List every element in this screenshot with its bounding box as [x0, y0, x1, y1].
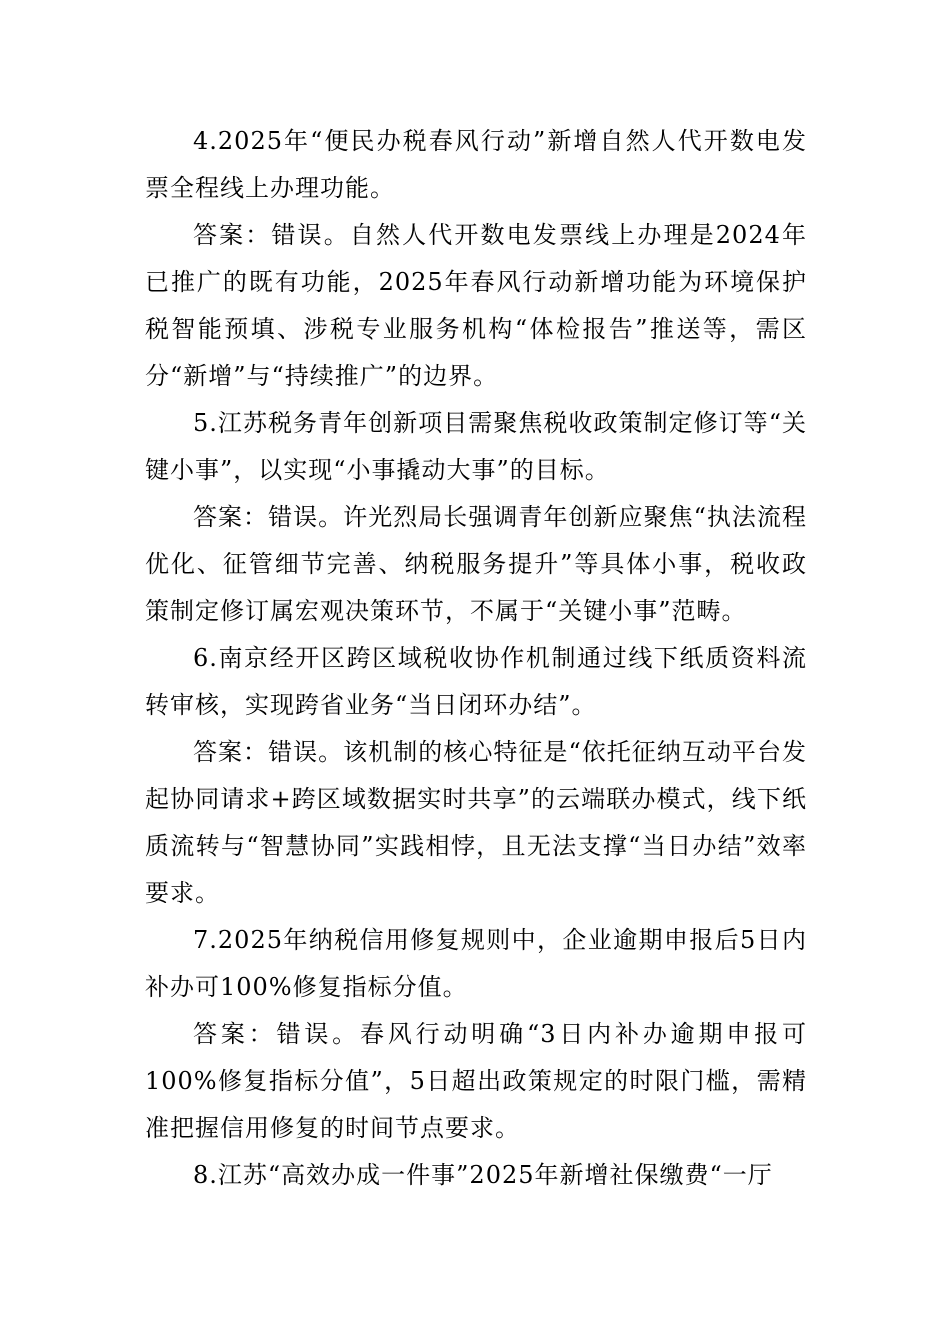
document-body: [145, 118, 807, 1199]
question-5: 5.江苏税务青年创新项目需聚焦税收政策制定修订等“关键小事”，以实现“小事撬动大事”的目标。: [145, 409, 807, 484]
question-7: 7.2025年纳税信用修复规则中，企业逾期申报后5日内补办可100%修复指标分值。: [145, 926, 807, 1001]
answer-6: 答案：错误。该机制的核心特征是“依托征纳互动平台发起协同请求+跨区域数据实时共享”的云端联办模式，线下纸质流转与“智慧协同”实践相悖，且无法支撑“当日办结”效率要求。: [145, 738, 807, 907]
question-4: 4.2025年“便民办税春风行动”新增自然人代开数电发票全程线上办理功能。: [145, 127, 807, 202]
answer-5: 答案：错误。许光烈局长强调青年创新应聚焦“执法流程优化、征管细节完善、纳税服务提升”等具体小事，税收政策制定修订属宏观决策环节，不属于“关键小事”范畴。: [145, 503, 807, 625]
question-8: 8.江苏“高效办成一件事”2025年新增社保缴费“一厅: [193, 1161, 773, 1189]
answer-7: 答案：错误。春风行动明确“3日内补办逾期申报可100%修复指标分值”，5日超出政策规定的时限门槛，需精准把握信用修复的时间节点要求。: [145, 1020, 807, 1142]
answer-4: 答案：错误。自然人代开数电发票线上办理是2024年已推广的既有功能，2025年春风行动新增功能为环境保护税智能预填、涉税专业服务机构“体检报告”推送等，需区分“新增”与“持续推广”的边界。: [145, 221, 807, 390]
question-6: 6.南京经开区跨区域税收协作机制通过线下纸质资料流转审核，实现跨省业务“当日闭环办结”。: [145, 644, 807, 719]
